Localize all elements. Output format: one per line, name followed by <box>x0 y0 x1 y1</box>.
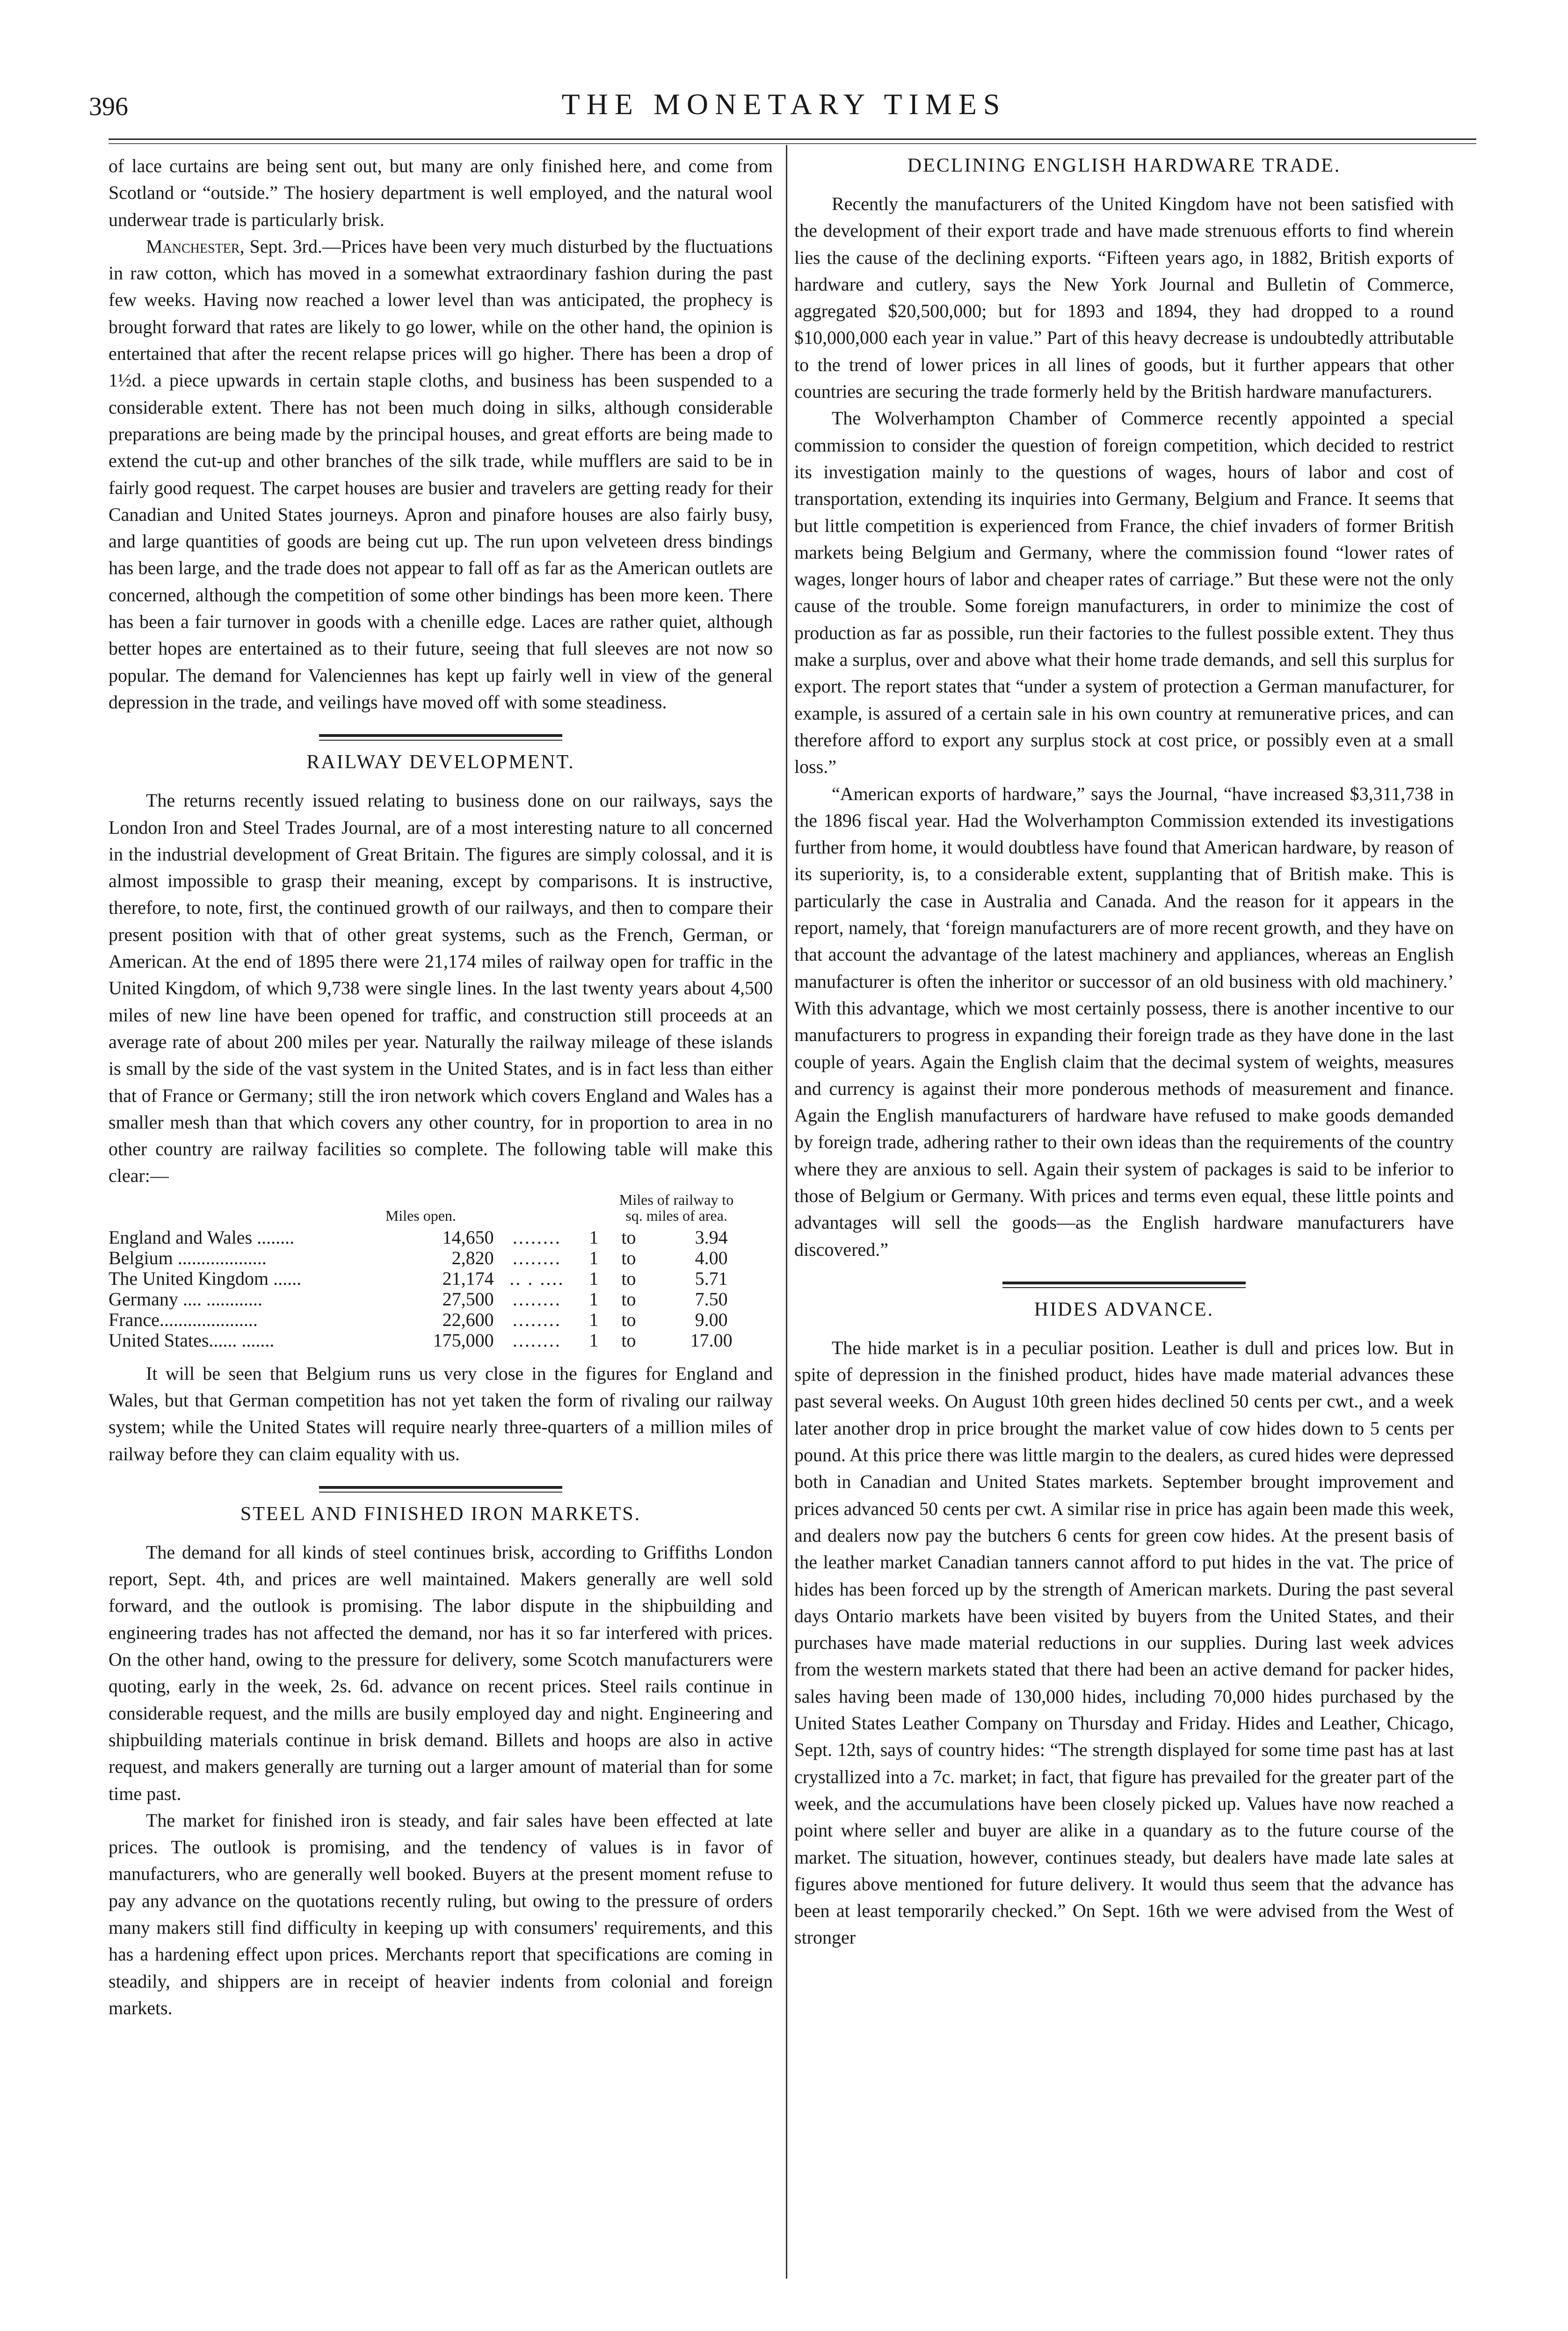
right-column <box>794 153 1454 1951</box>
steel-paragraph-1: The demand for all kinds of steel continues brisk, according to Griffiths London report, Sept. 4th, and prices are well maintained. Makers generally are well sold forward, and the outlook is promising. The labor dispute in the shipbuilding and engineering trades has not affected the demand, nor has it so far interfered with prices. On the other hand, owing to the pressure for delivery, some Scotch manufacturers were quoting, early in the week, 2s. 6d. advance on recent prices. Steel rails continue in considerable request, and the mills are busily employed day and night. Engineering and shipbuilding materials continue in brisk demand. Billets and hoops are also in active request, and makers generally are turning out a larger amount of material than for some time past. <box>109 1541 773 1804</box>
table-cell-country: France..................... <box>109 1309 258 1330</box>
table-cell-one: 1 <box>589 1226 599 1248</box>
table-cell-leader: .. . .... <box>509 1267 565 1289</box>
column-divider <box>786 145 787 2279</box>
table-cell-one: 1 <box>589 1247 599 1268</box>
manchester-text: , Sept. 3rd.—Prices have been very much disturbed by the fluctuations in raw cotton, which has moved in a somewhat extraordinary fashion during the past few weeks. Having now reached a lower level than was anticipated, the prophecy is brought forward that rates are likely to go lower, while on the other hand, the opinion is entertained that after the recent relapse prices will go higher. There has been a drop of 1½d. a piece upwards in certain staple cloths, and business has been suspended to a considerable extent. There has not been much doing in silks, although considerable preparations are being made by the principal houses, and great efforts are being made to extend the cut-up and other branches of the silk trade, while mufflers are said to be in fairly good request. The carpet houses are busier and travelers are getting ready for their Canadian and United States journeys. Apron and pinafore houses are also fairly busy, and large quantities of goods are being cut up. The run upon velveteen dress bindings has been large, and the trade does not appear to fall off as far as the American outlets are concerned, although the competition of some other bindings has been more keen. There has been a fair turnover in goods with a chenille edge. Laces are rather quiet, although better hopes are entertained as to their future, seeing that full sleeves are not now so popular. The demand for Valenciennes has kept up fairly well in view of the general depression in the trade, and veilings have moved off with some steadiness. <box>109 235 773 713</box>
table-cell-miles: 21,174 <box>442 1267 494 1289</box>
section-rule-thin <box>319 740 562 741</box>
table-cell-miles: 27,500 <box>442 1288 494 1310</box>
table-cell-miles: 22,600 <box>442 1309 494 1330</box>
table-cell-one: 1 <box>589 1288 599 1310</box>
page-number: 396 <box>89 92 128 121</box>
left-column <box>109 153 773 2021</box>
ratio-header-line-2: sq. miles of area. <box>625 1207 727 1224</box>
manchester-dateline: Manchester <box>146 235 240 257</box>
steel-heading: STEEL AND FINISHED IRON MARKETS. <box>240 1503 641 1525</box>
table-cell-country: United States...... ....... <box>109 1329 275 1351</box>
table-cell-to: to <box>621 1267 636 1289</box>
railway-heading: RAILWAY DEVELOPMENT. <box>306 751 575 773</box>
table-cell-ratio: 4.00 <box>695 1247 728 1268</box>
section-rule <box>1002 1282 1246 1284</box>
table-cell-to: to <box>621 1309 636 1330</box>
table-row <box>109 1289 773 1310</box>
table-row <box>109 1248 773 1268</box>
table-header-row <box>109 1191 773 1227</box>
masthead-rule-thin <box>109 143 1476 144</box>
intro-paragraph: of lace curtains are being sent out, but many are only finished here, and come from Scotland or “outside.” The hosiery department is well employed, and the natural wool underwear trade is particularly brisk. <box>109 155 773 230</box>
table-cell-leader: ........ <box>512 1288 561 1310</box>
steel-paragraph-2: The market for finished iron is steady, and fair sales have been effected at late prices. The outlook is promising, and the tendency of values is in favor of manufacturers, who are generally well booked. Buyers at the present moment refuse to pay any advance on the quotations recently ruling, but owing to the pressure of orders many makers still find difficulty in keeping up with consumers' requirements, and this has a hardening effect upon prices. Merchants report that specifications are coming in steadily, and shippers are in receipt of heavier indents from colonial and foreign markets. <box>109 1809 773 2018</box>
table-cell-leader: ........ <box>512 1226 561 1248</box>
masthead: THE MONETARY TIMES <box>561 87 1007 121</box>
table-cell-one: 1 <box>589 1309 599 1330</box>
railway-paragraph-1: The returns recently issued relating to business done on our railways, says the London Iron and Steel Trades Journal, are of a most interesting nature to all concerned in the industrial development of Great Britain. The figures are simply colossal, and it is almost impossible to grasp their meaning, except by comparisons. It is instructive, therefore, to note, first, the continued growth of our railways, and then to compare their present position with that of other great systems, such as the French, German, or American. At the end of 1895 there were 21,174 miles of railway open for traffic in the United Kingdom, of which 9,738 were single lines. In the last twenty years about 4,500 miles of new line have been opened for traffic, and construction still proceeds at an average rate of about 200 miles per year. Naturally the railway mileage of these islands is small by the side of the vast system in the United States, and is in fact less than either that of France or Germany; still the iron network which covers England and Wales has a smaller mesh than that which covers any other country, for in proportion to area in no other country are railway facilities so complete. The following table will make this clear:— <box>109 790 773 1187</box>
section-rule <box>319 734 562 737</box>
table-cell-leader: ........ <box>512 1247 561 1268</box>
table-cell-miles: 175,000 <box>433 1329 494 1351</box>
table-cell-to: to <box>621 1247 636 1268</box>
table-cell-miles: 14,650 <box>442 1226 494 1248</box>
hides-paragraph-1: The hide market is in a peculiar position. Leather is dull and prices low. But in spite of depression in the finished product, hides have made material advances these past several weeks. On August 10th green hides declined 50 cents per cwt., and a week later another drop in price brought the market value of cow hides down to 5 cents per pound. At this price there was little margin to the dealers, as cured hides were depressed both in Canadian and United States markets. September brought improvement and prices advanced 50 cents per cwt. A similar rise in price has again been made this week, and dealers now pay the butchers 6 cents for green cow hides. At the present basis of the leather market Canadian tanners cannot afford to put hides in the vat. The price of hides has been forced up by the strength of American markets. During the past several days Ontario markets have been visited by buyers from the United States, and their purchases have made material reductions in our supplies. During last week advices from the western markets stated that there had been an active demand for packer hides, sales having been made of 130,000 hides, including 70,000 hides purchased by the United States Leather Company on Thursday and Friday. Hides and Leather, Chicago, Sept. 12th, says of country hides: “The strength displayed for some time past has at last crystallized into a 7c. market; in fact, that figure has prevailed for the greater part of the week, and the accumulations have been closely picked up. Values have now reached a point where seller and buyer are alike in a quandary as to the future course of the market. The situation, however, continues steady, but dealers have made late sales at figures above mentioned for future delivery. It would thus seem that the advance has been at least temporarily checked.” On Sept. 16th we were advised from the West of stronger <box>794 1337 1454 1948</box>
table-cell-country: The United Kingdom ...... <box>109 1267 302 1289</box>
table-cell-ratio: 5.71 <box>695 1267 728 1289</box>
masthead-rule <box>109 138 1476 140</box>
hardware-heading: DECLINING ENGLISH HARDWARE TRADE. <box>907 155 1341 176</box>
section-rule-thin <box>319 1492 562 1493</box>
ratio-header <box>580 1191 773 1227</box>
table-row <box>109 1310 773 1330</box>
table-cell-one: 1 <box>589 1267 599 1289</box>
table-cell-ratio: 3.94 <box>695 1226 728 1248</box>
table-cell-to: to <box>621 1226 636 1248</box>
hardware-paragraph-1: Recently the manufacturers of the United Kingdom have not been satisfied with the development of their export trade and have made strenuous efforts to find wherein lies the cause of the declining exports. “Fifteen years ago, in 1882, British exports of hardware and cutlery, says the New York Journal and Bulletin of Commerce, aggregated $20,500,000; but for 1893 and 1894, they had dropped to a round $10,000,000 each year in value.” Part of this heavy decrease is undoubtedly attributable to the trend of lower prices in all lines of goods, but it further appears that other countries are securing the trade formerly held by the British hardware manufacturers. <box>794 193 1454 402</box>
table-row <box>109 1268 773 1289</box>
table-row <box>109 1227 773 1248</box>
table-cell-country: England and Wales ........ <box>109 1226 295 1248</box>
table-cell-leader: ........ <box>512 1309 561 1330</box>
railway-paragraph-2: It will be seen that Belgium runs us very close in the figures for England and Wales, but that German competition has not yet taken the form of rivaling our railway system; while the United States will require nearly three-quarters of a million miles of railway before they can claim equality with us. <box>109 1362 773 1464</box>
table-row <box>109 1330 773 1351</box>
table-cell-ratio: 9.00 <box>695 1309 728 1330</box>
table-cell-leader: ........ <box>512 1329 561 1351</box>
table-cell-one: 1 <box>589 1329 599 1351</box>
section-rule-thin <box>1002 1287 1246 1288</box>
ratio-header-line-1: Miles of railway to <box>619 1191 734 1208</box>
hides-heading: HIDES ADVANCE. <box>1034 1298 1214 1320</box>
hardware-paragraph-2: The Wolverhampton Chamber of Commerce recently appointed a special commission to consider the question of foreign competition, which decided to restrict its investigation mainly to the questions of wages, hours of labor and cost of transportation, extending its inquiries into Germany, Belgium and France. It seems that but little competition is experienced from France, the chief invaders of former British markets being Belgium and Germany, where the commission found “lower rates of wages, longer hours of labor and cheaper rates of carriage.” But these were not the only cause of the trouble. Some foreign manufacturers, in order to minimize the cost of production as far as possible, run their factories to the fullest possible extent. They thus make a surplus, over and above what their home trade demands, and sell this surplus for export. The report states that “under a system of protection a German manufacturer, for example, is assured of a certain sale in his own country at remunerative prices, and can therefore afford to export any surplus stock at cost price, or possibly even at a small loss.” <box>794 408 1454 778</box>
table-cell-miles: 2,820 <box>451 1247 494 1268</box>
table-cell-country: Belgium ................... <box>109 1247 267 1268</box>
table-cell-to: to <box>621 1329 636 1351</box>
miles-open-header: Miles open. <box>385 1207 456 1224</box>
table-cell-country: Germany .... ............ <box>109 1288 262 1310</box>
manchester-paragraph <box>109 233 773 715</box>
table-cell-ratio: 17.00 <box>690 1329 733 1351</box>
section-rule <box>319 1486 562 1489</box>
railway-table <box>109 1191 773 1351</box>
table-cell-ratio: 7.50 <box>695 1288 728 1310</box>
hardware-paragraph-3: “American exports of hardware,” says the Journal, “have increased $3,311,738 in the 1896 fiscal year. Had the Wolverhampton Commission extended its investigations further from home, it would doubtless have found that American hardware, by reason of its superiority, is, to a considerable extent, supplanting that of British make. This is particularly the case in Australia and Canada. And the reason for it appears in the report, namely, that ‘foreign manufacturers are of more recent growth, and they have on that account the advantage of the latest machinery and appliances, whereas an English manufacturer is often the inheritor or successor of an old business with old machinery.’ With this advantage, which we most certainly possess, there is another incentive to our manufacturers to progress in expanding their foreign trade as they have done in the last couple of years. Again the English claim that the decimal system of weights, measures and currency is against their more ponderous methods of measurement and finance. Again the English manufacturers of hardware have refused to make goods demanded by foreign trade, adhering rather to their own ideas than the requirements of the country where they are anxious to sell. Again their system of packages is said to be inferior to those of Belgium or Germany. With prices and terms even equal, these little points and advantages will sell the goods—as the English hardware manufacturers have discovered.” <box>794 783 1454 1260</box>
table-cell-to: to <box>621 1288 636 1310</box>
